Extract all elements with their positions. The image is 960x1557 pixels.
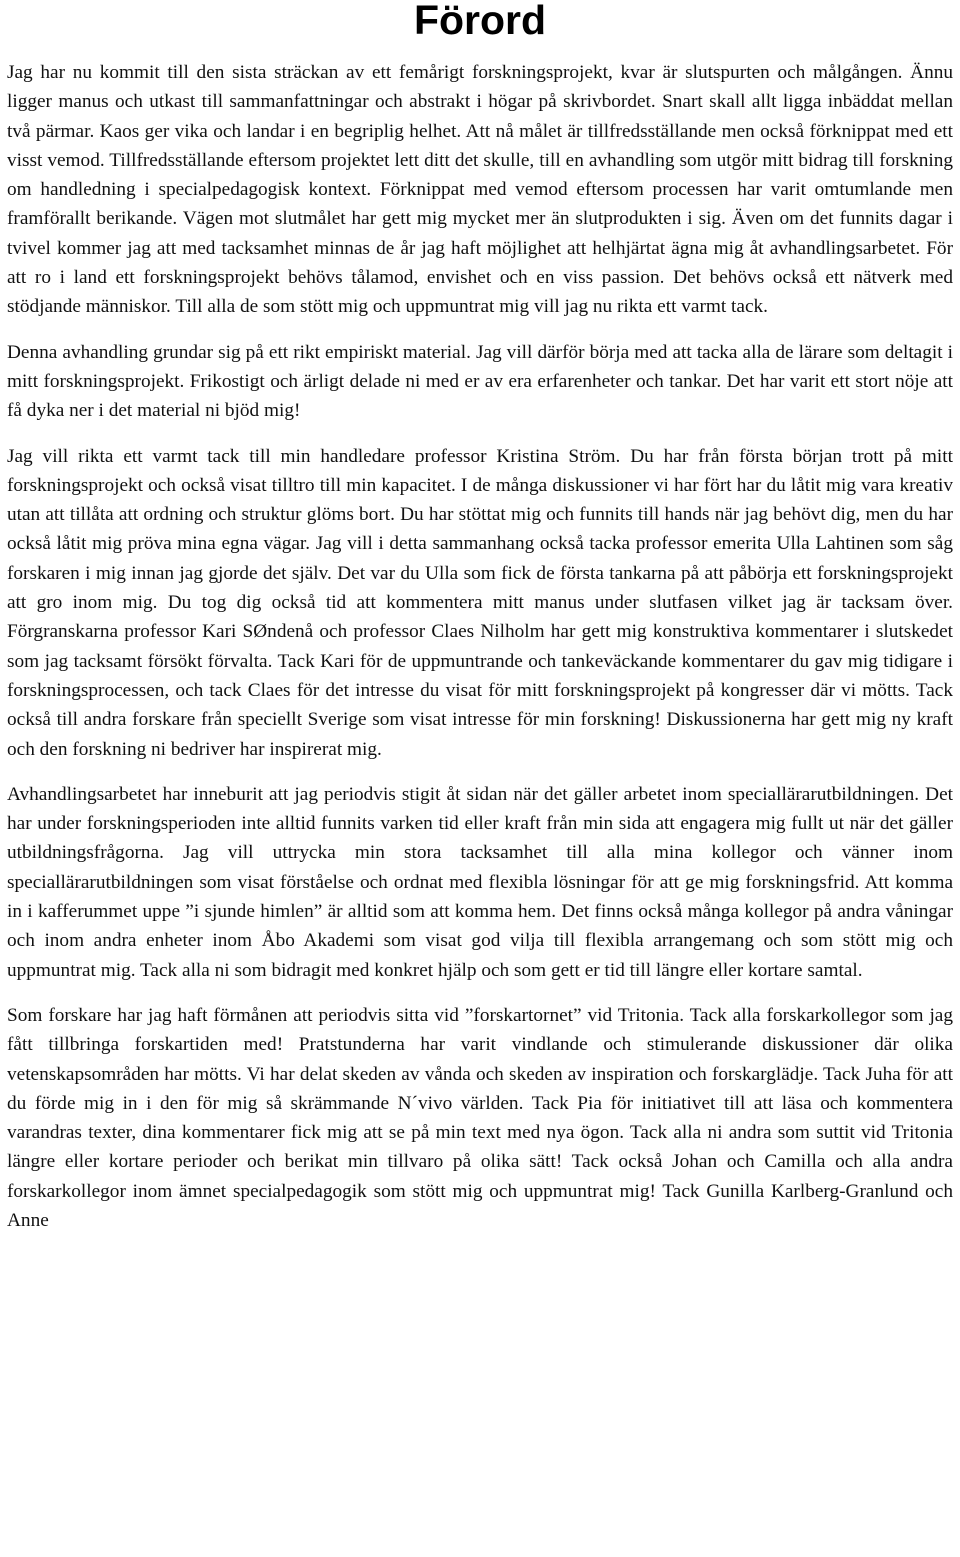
paragraph-2: Denna avhandling grundar sig på ett rikt empiriskt material. Jag vill därför börja med att tacka alla de lärare som deltagit i mitt forskningsprojekt. Frikostigt och ärligt delade ni med er av era erfarenheter och tankar. Det har varit ett stort nöje att få dyka ner i det material ni bjöd mig!: [7, 341, 953, 422]
document-page: [7, 0, 953, 1251]
page-title: Förord: [413, 0, 547, 43]
paragraph-1: Jag har nu kommit till den sista sträckan av ett femårigt forskningsprojekt, kvar är slutspurten och målgången. Ännu ligger manus och utkast till sammanfattningar och abstrakt i högar på skrivbordet. Snart skall allt ligga inbäddat mellan två pärmar. Kaos ger vika och landar i en begriplig helhet. Att nå målet är tillfredsställande men också förknippat med ett visst vemod. Tillfredsställande eftersom projektet lett ditt det skulle, till en avhandling som utgör mitt bidrag till forskning om handledning i specialpedagogisk kontext. Förknippat med vemod eftersom processen har varit omtumlande men framförallt berikande. Vägen mot slutmålet har gett mig mycket mer än slutprodukten i sig. Även om det funnits dagar i tvivel kommer jag att med tacksamhet minnas de år jag haft möjlighet att helhjärtat ägna mig åt avhandlingsarbetet. För att ro i land ett forskningsprojekt behövs tålamod, envishet och en viss passion. Det behövs också ett nätverk med stödjande människor. Till alla de som stött mig och uppmuntrat mig vill jag nu rikta ett varmt tack.: [7, 62, 953, 318]
paragraph-4: Avhandlingsarbetet har inneburit att jag periodvis stigit åt sidan när det gäller arbetet inom speciallärarutbildningen. Det har under forskningsperioden inte alltid funnits varken tid eller kraft från min sida att engagera mig fullt ut när det gäller utbildningsfrågorna. Jag vill uttrycka min stora tacksamhet till alla mina kollegor och vänner inom speciallärarutbildningen som visat förståelse och ordnat med flexibla lösningar för att ge mig forskningsfrid. Att komma in i kafferummet uppe ”i sjunde himlen” är alltid som att komma hem. Det finns också många kollegor på andra våningar och inom andra enheter inom Åbo Akademi som visat god vilja till flexibla arrangemang och som stött mig och uppmuntrat mig. Tack alla ni som bidragit med konkret hjälp och som gett er tid till längre eller kortare samtal.: [7, 783, 953, 981]
paragraph-3: Jag vill rikta ett varmt tack till min handledare professor Kristina Ström. Du har från första början trott på mitt forskningsprojekt och också visat tilltro till min kapacitet. I de många diskussioner vi har fört har du låtit mig vara kreativ utan att tillåta att ordning och struktur glöms bort. Du har stöttat mig och funnits till hands när jag behövt dig, men du har också låtit mig pröva mina egna vägar. Jag vill i detta sammanhang också tacka professor emerita Ulla Lahtinen som såg forskaren i mig innan jag gjorde det själv. Det var du Ulla som fick de första tankarna på att påbörja ett forskningsprojekt att gro inom mig. Du tog dig också tid att kommentera mitt manus under slutfasen vilket jag är tacksam över. Förgranskarna professor Kari SØndenå och professor Claes Nilholm har gett mig konstruktiva kommentarer i slutskedet som jag tacksamt försökt förvalta. Tack Kari för de uppmuntrande och tankeväckande kommentarer du gav mig tidigare i forskningsprocessen, och tack Claes för det intresse du visat för mitt forskningsprojekt på kongresser där vi mötts. Tack också till andra forskare från speciellt Sverige som visat intresse för min forskning! Diskussionerna har gett mig ny kraft och den forskning ni bedriver har inspirerat mig.: [7, 445, 953, 760]
paragraph-5: Som forskare har jag haft förmånen att periodvis sitta vid ”forskartornet” vid Tritonia. Tack alla forskarkollegor som jag fått tillbringa forskartiden med! Pratstunderna har varit vindlande och stimulerande diskussioner där olika vetenskapsområden har mötts. Vi har delat skeden av vånda och skeden av inspiration och forskarglädje. Tack Juha för att du förde mig in i den för mig så skrämmande N´vivo världen. Tack Pia för initiativet till att läsa och kommentera varandras texter, dina kommentarer fick mig att se på min text med nya ögon. Tack alla ni andra som suttit vid Tritonia längre eller kortare perioder och berikat min tillvaro på olika sätt! Tack också Johan och Camilla och alla andra forskarkollegor inom ämnet specialpedagogik som stött mig och uppmuntrat mig! Tack Gunilla Karlberg-Granlund och Anne: [7, 1004, 953, 1231]
